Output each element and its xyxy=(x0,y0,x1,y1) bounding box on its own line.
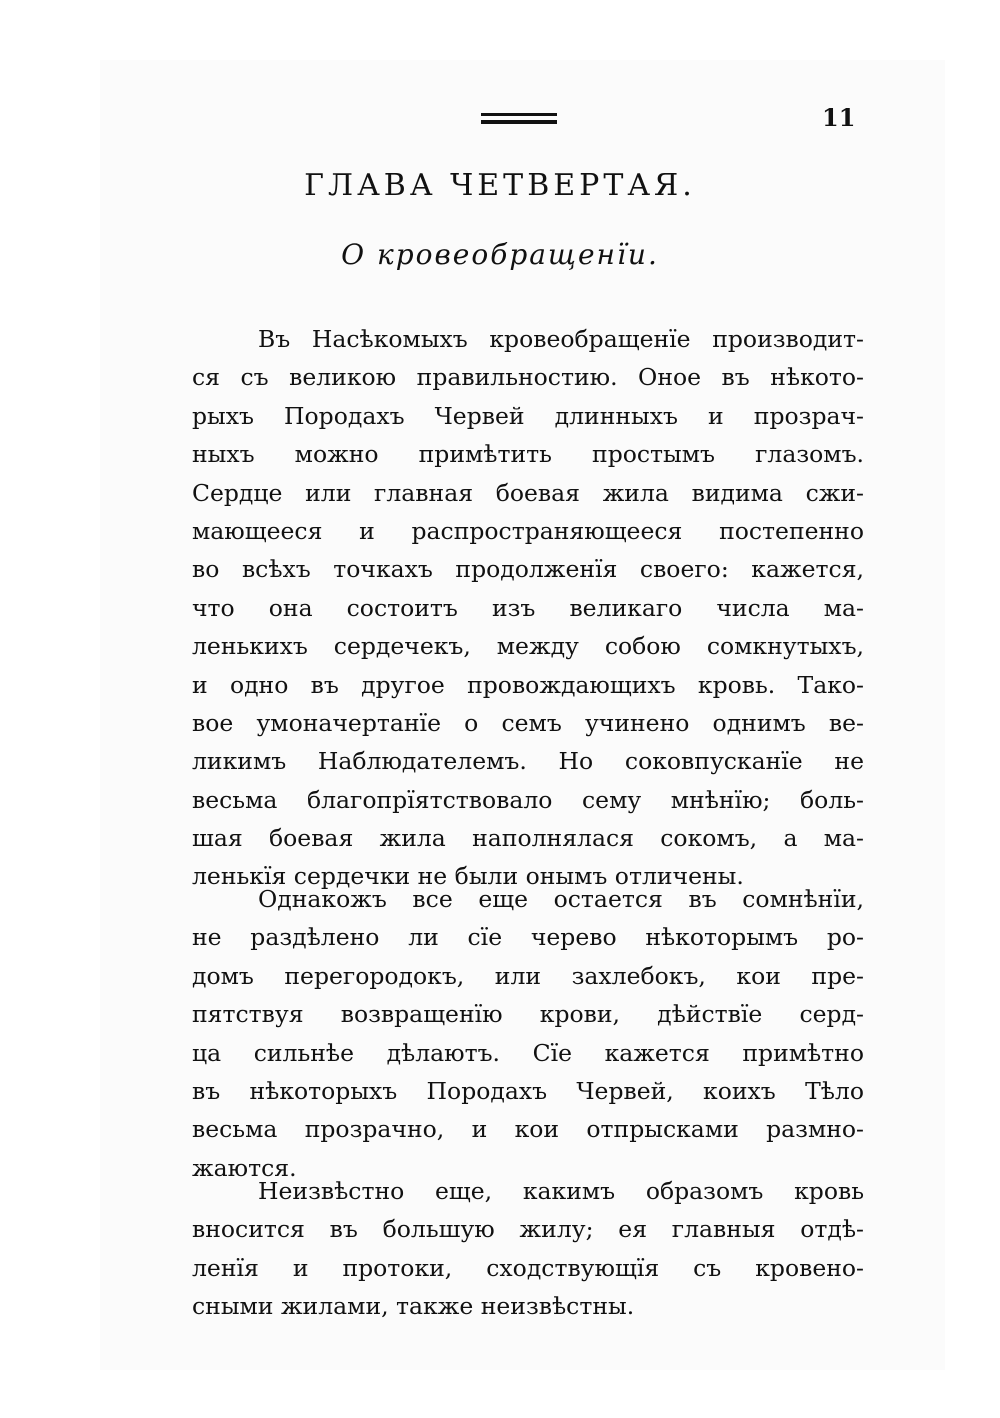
text-line: ся съ великою правильностию. Оное въ нѣкото- xyxy=(192,363,864,392)
text-line: ныхъ можно примѣтить простымъ глазомъ. xyxy=(192,440,864,469)
paragraph xyxy=(192,320,864,896)
text-line: рыхъ Породахъ Червей длинныхъ и прозрач- xyxy=(192,401,864,430)
paragraph xyxy=(192,1172,864,1326)
text-line: ленїя и протоки, сходствующїя съ кровено- xyxy=(192,1253,864,1282)
text-line: шая боевая жила наполнялася сокомъ, а ма- xyxy=(192,824,864,853)
chapter-title: ГЛАВА ЧЕТВЕРТАЯ. xyxy=(304,168,696,203)
text-line: не раздѣлено ли сїе черево нѣкоторымъ ро- xyxy=(192,923,864,952)
text-line: ленькихъ сердечекъ, между собою сомкнутыхъ, xyxy=(192,632,864,661)
text-line: ленькїя сердечки не были онымъ отличены. xyxy=(192,862,744,891)
text-line: мающееся и распространяющееся постепенно xyxy=(192,516,864,545)
chapter-subtitle: О кровеобращенїи. xyxy=(341,238,659,271)
text-line: Сердце или главная боевая жила видима сжи- xyxy=(192,478,864,507)
header-rule xyxy=(481,120,557,124)
text-line: вносится въ большую жилу; ея главныя отдѣ- xyxy=(192,1215,864,1244)
header-rule xyxy=(481,113,557,116)
text-line: жаются. xyxy=(192,1153,297,1182)
text-line: во всѣхъ точкахъ продолженїя своего: кажется, xyxy=(192,555,864,584)
text-line: и одно въ другое провождающихъ кровь. Тако- xyxy=(192,670,864,699)
text-line: Въ Насѣкомыхъ кровеобращенїе производит- xyxy=(258,325,864,353)
text-line: весьма благопрїятствовало сему мнѣнїю; боль- xyxy=(192,785,864,814)
text-line: весьма прозрачно, и кои отпрысками размно- xyxy=(192,1115,864,1144)
text-line: Неизвѣстно еще, какимъ образомъ кровь xyxy=(258,1177,864,1205)
text-line: сными жилами, также неизвѣстны. xyxy=(192,1292,635,1321)
paragraph xyxy=(192,880,864,1187)
text-line: ца сильнѣе дѣлаютъ. Сїе кажется примѣтно xyxy=(192,1038,864,1067)
page-number: 11 xyxy=(822,103,856,132)
text-line: въ нѣкоторыхъ Породахъ Червей, коихъ Тѣло xyxy=(192,1076,864,1105)
text-line: ликимъ Наблюдателемъ. Но соковпусканїе не xyxy=(192,747,864,776)
text-line: что она состоитъ изъ великаго числа ма- xyxy=(192,593,864,622)
text-line: домъ перегородокъ, или захлебокъ, кои пре- xyxy=(192,961,864,990)
text-line: вое умоначертанїе о семъ учинено однимъ ве- xyxy=(192,708,864,737)
text-line: пятствуя возвращенїю крови, дѣйствїе серд- xyxy=(192,1000,864,1029)
text-line: Однакожъ все еще остается въ сомнѣнїи, xyxy=(258,885,864,913)
